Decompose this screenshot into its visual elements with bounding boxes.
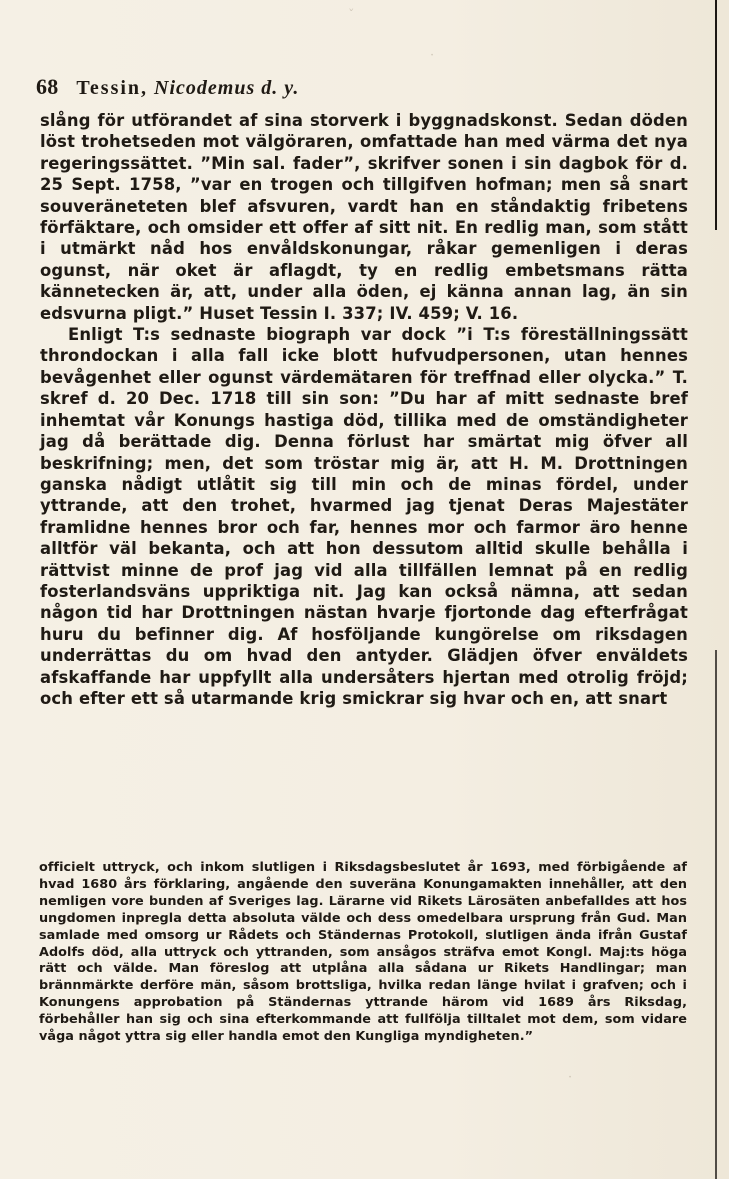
body-paragraph-1: slång för utförandet af sina storverk i byggnadskonst. Sedan döden löst trohetseden mot välgöraren, omfattade han med värma det nya regeringssättet. ”Min sal. fader”, skrifver sonen i sin dagbok för d. 25 Sept. 1758, ”var en trogen och tillgifven hofman; men så snart souveräneteten blef afsvuren, vardt han en ståndaktig fribetens förfäktare, och omsider ett offer af sitt nit. En redlig man, som stått i utmärkt nåd hos envåldskonungar, råkar gemenligen i deras ogunst, när oket är aflagdt, ty en redlig embetsmans rätta kännetecken är, att, under alla öden, ej känna annan lag, än sin edsvurna pligt.” Huset Tessin I. 337; IV. 459; V. 16. xyxy=(40,111,688,323)
work-title: Nicodemus d. y. xyxy=(154,77,300,99)
page-edge-shadow xyxy=(715,0,717,230)
running-header xyxy=(36,74,676,104)
footnote-text: officielt uttryck, och inkom slutligen i Riksdagsbeslutet år 1693, med förbigående af hvad 1680 års förklaring, angående den suveräna Konungamakten innehåller, att den nemligen vore bunden af Sveriges lag. Lärarne vid Rikets Lärosäten anbefalldes att hos ungdomen inpregla detta absoluta välde och dess omedelbara ursprung från Gud. Man samlade med omsorg ur Rådets och Ständernas Protokoll, slutligen ända ifrån Gustaf Adolfs död, alla uttryck och yttranden, som ansågos sträfva emot Kongl. Maj:ts höga rätt och välde. Man föreslog att utplåna alla sådana ur Rikets Handlingar; man brännmärkte derföre män, såsom brottsliga, hvilka redan länge hvilat i grafven; och i Konungens approbation på Ständernas yttrande härom vid 1689 års Riksdag, förbehåller han sig och sina efterkommande att fullfölja tilltalet mot dem, som vidare våga något yttra sig eller handla emot den Kungliga myndigheten.” xyxy=(39,860,687,1045)
author-name: Tessin, xyxy=(76,77,149,99)
body-paragraph-2: Enligt T:s sednaste biograph var dock ”i T:s föreställningssätt throndockan i alla fall icke blott hufvudpersonen, utan hennes bevågenhet eller ogunst värdemätaren för treffnad eller olycka.” T. skref d. 20 Dec. 1718 till sin son: ”Du har af mitt sednaste bref inhemtat vår Konungs hastiga död, tillika med de omständigheter jag då berättade dig. Denna förlust har smärtat mig öfver all beskrifning; men, det som tröstar mig är, att H. M. Drottningen ganska nådigt utlåtit sig till min och de minas fördel, under yttrande, att den trohet, hvarmed jag tjenat Deras Majestäter framlidne hennes bror och far, hennes mor och farmor äro henne alltför väl bekanta, och att hon dessutom alltid skulle behålla i rättvist minne de prof jag vid alla tillfällen lemnat på en redlig fosterlandsväns uppriktiga nit. Jag kan också nämna, att sedan någon tid har Drottningen nästan hvarje fjortonde dag efterfrågat huru du befinner dig. Af hosföljande kungörelse om riksdagen underrättas du om hvad den antyder. Glädjen öfver enväldets afskaffande har uppfyllt alla undersåters hjertan med otrolig fröjd; och efter ett så utarmande krig smickrar sig hvar och en, att snart xyxy=(40,325,688,708)
footnote xyxy=(39,860,687,1046)
running-title xyxy=(76,77,299,100)
bleed-through-marks-3: · xyxy=(568,1070,573,1085)
bleed-through-marks-2: · xyxy=(430,48,435,63)
page-number: 68 xyxy=(36,74,59,99)
page-edge-shadow-lower xyxy=(715,650,717,1179)
main-text xyxy=(40,110,688,709)
bleed-through-marks: ˇ xyxy=(348,8,355,23)
